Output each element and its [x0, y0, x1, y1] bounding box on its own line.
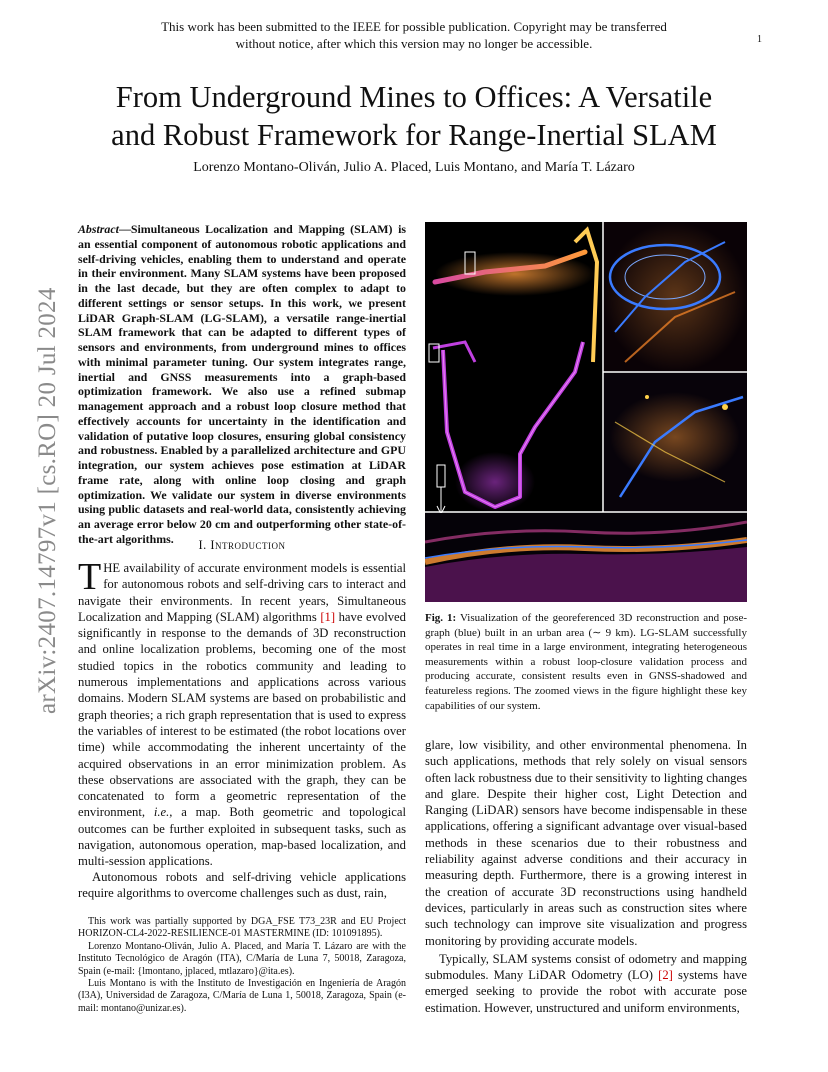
figure-caption: [425, 611, 747, 713]
footnote-affiliation-ita: Lorenzo Montano-Oliván, Julio A. Placed, and María T. Lázaro are with the Instituto Tecnológico de Aragón (ITA), C/María de Luna 7, 50018, Zaragoza, Spain (e-mail: {lmontano, jplaced, mtlazaro}@ita.es).: [78, 940, 406, 977]
title-line-1: From Underground Mines to Offices: A Versatile: [115, 80, 713, 114]
submission-notice: [0, 18, 828, 52]
slam-map-visualization: [425, 222, 747, 602]
notice-line-1: This work has been submitted to the IEEE for possible publication. Copyright may be transferred: [161, 19, 667, 34]
figure-label: Fig. 1:: [425, 612, 457, 624]
intro-paragraph-1: [78, 556, 406, 870]
zoom-view-middle: [604, 373, 747, 512]
figure-1-image: [425, 222, 747, 602]
overview-map: [429, 230, 597, 514]
right-paragraph-1: glare, low visibility, and other environmental phenomena. In such applications, methods that rely solely on visual sensors often lack robustness due to their sensitivity to lighting changes and glare. Despite their higher cost, Light Detection and Ranging (LiDAR) sensors have become indispensable in these applications, offering a significant advantage over visual-based methods in these scenarios due to their robustness and reliability against adverse conditions and their accuracy in measuring depth. Furthermore, there is a growing interest in the creation of accurate 3D reconstructions using handheld devices, particularly in areas such as construction sites where such technology can improve site visualization and progress monitoring by providing accurate models.: [425, 738, 747, 948]
footnotes: [78, 916, 406, 1015]
intro-ie: i.e.,: [153, 805, 173, 820]
footnote-funding: This work was partially supported by DGA_FSE T73_23R and EU Project HORIZON-CL4-2022-RESILIENCE-01 MASTERMINE (ID: 101091895).: [78, 916, 406, 940]
footnote-affiliation-i3a: Luis Montano is with the Instituto de Investigación en Ingeniería de Aragón (I3A), Universidad de Zaragoza, C/María de Luna 1, 50018, Zaragoza, Spain (e-mail: montano@unizar.es).: [78, 978, 406, 1014]
abstract: [78, 222, 406, 547]
abstract-label: Abstract: [78, 222, 119, 236]
author-list: Lorenzo Montano-Oliván, Julio A. Placed, Luis Montano, and María T. Lázaro: [193, 160, 635, 175]
section-heading: [78, 538, 406, 553]
zoom-view-bottom: [425, 513, 747, 602]
page-number: 1: [757, 34, 762, 45]
intro-text-b: have evolved significantly in response to the demands of 3D reconstruction and online localization problems, becoming one of the most studied topics in the robotics community and leading to numerous implementations and applications across various domains. Modern SLAM systems are based on probabilistic and graph theories; a rich graph representation that is used to express the variables of interest to be estimated (the robot locations over time) while accommodating the inherent uncertainty of the acquired observations in an error minimization problem. As these observations are associated with the graph, they can be concatenated to form a geometric representation of the environment,: [78, 609, 406, 820]
intro-paragraph-2: Autonomous robots and self-driving vehicle applications require algorithms to overcome challenges such as dust, rain,: [78, 870, 406, 901]
abstract-text: Simultaneous Localization and Mapping (SLAM) is an essential component of autonomous robotic applications and self-driving vehicles, enabling them to understand and operate in their environment. Many SLAM systems have been proposed in the last decade, but they are often complex to adapt to different settings or sensor setups. In this work, we present LiDAR Graph-SLAM (LG-SLAM), a versatile range-inertial SLAM framework that can be adapted to different types of sensors and environments, from underground mines to offices with minimal parameter tuning. Our system integrates range, inertial and GNSS measurements into a graph-based optimization framework. We also use a refined submap management approach and a robust loop closure method that effectively accounts for uncertainty in the identification and validation of putative loop closures, ensuring global consistency and robustness. Enabled by a parallelized architecture and GPU integration, our system achieves pose estimation at LiDAR frame rate, along with online loop closing and graph optimization. We validate our system in diverse environments using public datasets and real-world data, consistently achieving an average error below 20 cm and outperforming other state-of-the-art algorithms.: [78, 222, 406, 546]
citation-link-2[interactable]: [2]: [658, 968, 673, 983]
right-text-b: systems have emerged seeking to provide the robot with accurate pose estimation. However, unstructured and uniform environments,: [425, 968, 747, 1015]
paper-title: [40, 78, 788, 154]
abstract-dash: —: [118, 222, 131, 236]
section-title: Introduction: [210, 538, 286, 552]
zoom-view-top: [603, 222, 747, 372]
title-line-2: and Robust Framework for Range-Inertial SLAM: [111, 118, 717, 152]
notice-line-2: without notice, after which this version may no longer be accessible.: [235, 36, 593, 51]
right-paragraph-2: [425, 951, 747, 1016]
intro-text-c: a map. Both geometric and topological outcomes can be further exploited in subsequent tasks, such as navigation, autonomous operation, map-based localization, and multi-session applications.: [78, 805, 406, 869]
citation-link-1[interactable]: [1]: [320, 609, 336, 624]
figure-caption-text: Visualization of the georeferenced 3D reconstruction and pose-graph (blue) built in an urban area (∼ 9 km). LG-SLAM successfully operates in real time in a large environment, integrating heterogeneous measurements within a robust loop-closure validation process and producing accurate, consistent results even in GNSS-shadowed and featureless regions. The zoomed views in the figure highlight these key capabilities of our system.: [425, 612, 747, 712]
drop-cap: T: [78, 556, 102, 598]
right-text-a: Typically, SLAM systems consist of odometry and mapping submodules. Many LiDAR Odometry (LO): [425, 951, 747, 983]
intro-text-a: HE availability of accurate environment models is essential for autonomous robots and self-driving cars to interact and navigate their environments. In recent years, Simultaneous Localization and Mapping (SLAM) algorithms: [78, 561, 406, 624]
section-number: I.: [198, 538, 207, 552]
right-column-body: [425, 737, 747, 1016]
arxiv-stamp: arXiv:2407.14797v1 [cs.RO] 20 Jul 2024: [34, 287, 61, 714]
